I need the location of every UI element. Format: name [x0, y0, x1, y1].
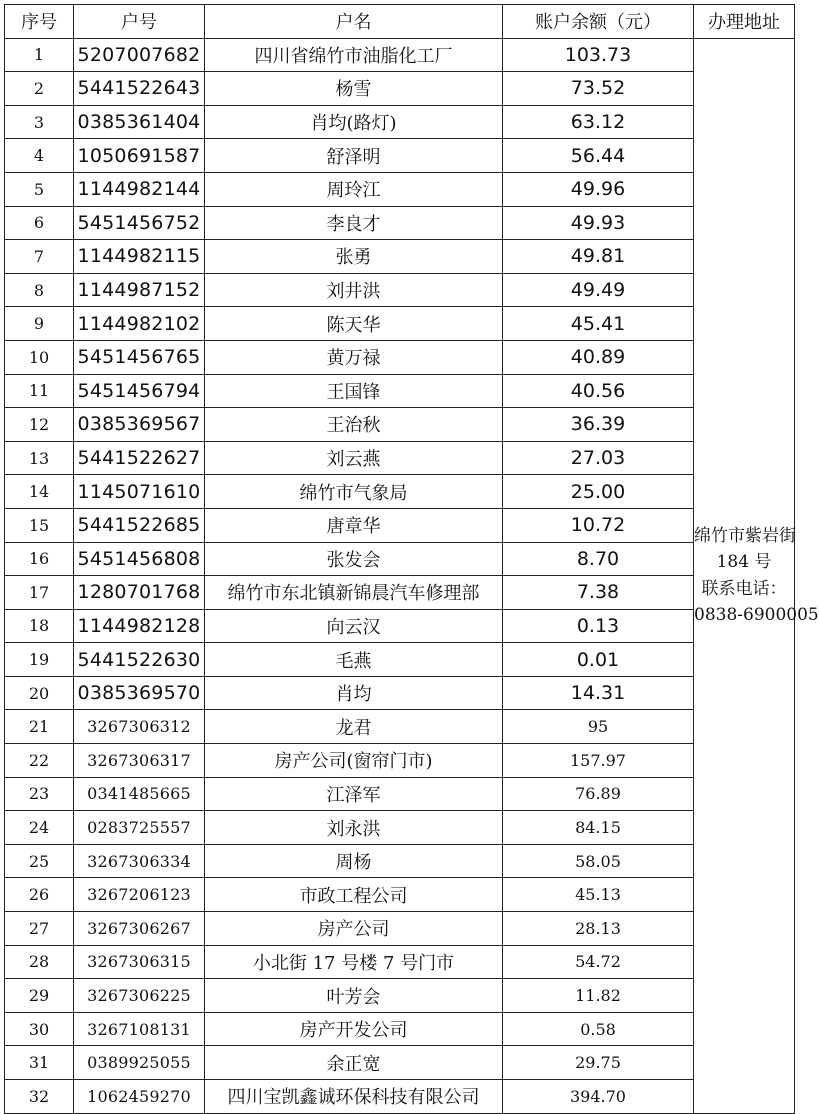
- row-account-name: 王国锋: [205, 374, 503, 408]
- table-row: [5, 441, 795, 475]
- table-row: [5, 542, 795, 576]
- row-balance: 11.82: [503, 979, 694, 1013]
- row-index: 25: [5, 844, 74, 878]
- row-balance: 58.05: [503, 844, 694, 878]
- table-row: [5, 945, 795, 979]
- table-row: [5, 374, 795, 408]
- row-account-name: 龙君: [205, 710, 503, 744]
- row-balance: 40.56: [503, 374, 694, 408]
- row-account-number: 1062459270: [74, 1080, 205, 1114]
- row-account-name: 向云汉: [205, 609, 503, 643]
- row-balance: 28.13: [503, 912, 694, 946]
- row-account-name: 张勇: [205, 240, 503, 274]
- row-index: 32: [5, 1080, 74, 1114]
- table-row: [5, 475, 795, 509]
- row-balance: 56.44: [503, 139, 694, 173]
- row-account-name: 叶芳会: [205, 979, 503, 1013]
- row-index: 1: [5, 38, 74, 72]
- row-index: 8: [5, 273, 74, 307]
- row-account-name: 周杨: [205, 844, 503, 878]
- table-row: [5, 38, 795, 72]
- row-index: 20: [5, 676, 74, 710]
- row-account-name: 舒泽明: [205, 139, 503, 173]
- row-account-name: 周玲江: [205, 172, 503, 206]
- row-balance: 0.01: [503, 643, 694, 677]
- row-index: 24: [5, 811, 74, 845]
- row-account-number: 5441522627: [74, 441, 205, 475]
- row-account-name: 四川省绵竹市油脂化工厂: [205, 38, 503, 72]
- header-account-number: 户号: [74, 5, 205, 39]
- row-balance: 394.70: [503, 1080, 694, 1114]
- row-balance: 49.81: [503, 240, 694, 274]
- row-index: 16: [5, 542, 74, 576]
- row-index: 13: [5, 441, 74, 475]
- account-balance-table: [4, 4, 819, 1114]
- row-account-number: 3267306334: [74, 844, 205, 878]
- row-index: 2: [5, 72, 74, 106]
- row-account-number: 0341485665: [74, 777, 205, 811]
- row-index: 12: [5, 408, 74, 442]
- address-line3: 联系电话：: [701, 578, 787, 599]
- row-account-number: 3267306317: [74, 744, 205, 778]
- row-account-number: 3267306315: [74, 945, 205, 979]
- row-balance: 7.38: [503, 576, 694, 610]
- row-account-number: 0389925055: [74, 1046, 205, 1080]
- row-account-name: 刘井洪: [205, 273, 503, 307]
- row-index: 3: [5, 105, 74, 139]
- row-balance: 14.31: [503, 676, 694, 710]
- table-row: [5, 307, 795, 341]
- header-address: 办理地址: [694, 5, 795, 39]
- row-index: 6: [5, 206, 74, 240]
- table-row: [5, 744, 795, 778]
- row-balance: 45.13: [503, 878, 694, 912]
- table-row: [5, 139, 795, 173]
- row-account-name: 绵竹市东北镇新锦晨汽车修理部: [205, 576, 503, 610]
- row-account-number: 5451456752: [74, 206, 205, 240]
- row-account-name: 杨雪: [205, 72, 503, 106]
- row-account-number: 0385369570: [74, 676, 205, 710]
- row-account-number: 1280701768: [74, 576, 205, 610]
- row-index: 31: [5, 1046, 74, 1080]
- table-row: [5, 576, 795, 610]
- row-balance: 157.97: [503, 744, 694, 778]
- row-account-name: 陈天华: [205, 307, 503, 341]
- header-account-name: 户名: [205, 5, 503, 39]
- row-index: 10: [5, 340, 74, 374]
- table-row: [5, 811, 795, 845]
- row-account-number: 5441522685: [74, 508, 205, 542]
- row-balance: 54.72: [503, 945, 694, 979]
- row-balance: 95: [503, 710, 694, 744]
- table-row: [5, 979, 795, 1013]
- table-row: [5, 710, 795, 744]
- row-account-name: 江泽军: [205, 777, 503, 811]
- row-balance: 45.41: [503, 307, 694, 341]
- row-account-name: 肖均(路灯): [205, 105, 503, 139]
- row-account-number: 1144987152: [74, 273, 205, 307]
- row-balance: 0.58: [503, 1012, 694, 1046]
- address-line1: 绵竹市紫岩街: [694, 525, 796, 546]
- row-balance: 73.52: [503, 72, 694, 106]
- row-account-number: 1050691587: [74, 139, 205, 173]
- row-account-number: 0385369567: [74, 408, 205, 442]
- row-index: 22: [5, 744, 74, 778]
- table-row: [5, 172, 795, 206]
- row-account-name: 肖均: [205, 676, 503, 710]
- row-account-name: 房产公司: [205, 912, 503, 946]
- row-index: 30: [5, 1012, 74, 1046]
- row-account-number: 0283725557: [74, 811, 205, 845]
- row-balance: 25.00: [503, 475, 694, 509]
- row-index: 9: [5, 307, 74, 341]
- table-row: [5, 72, 795, 106]
- row-account-name: 市政工程公司: [205, 878, 503, 912]
- table-body: [5, 38, 819, 1113]
- row-account-number: 1144982128: [74, 609, 205, 643]
- row-account-number: 3267306225: [74, 979, 205, 1013]
- table-row: [5, 912, 795, 946]
- row-account-name: 张发会: [205, 542, 503, 576]
- table-row: [5, 777, 795, 811]
- row-account-name: 绵竹市气象局: [205, 475, 503, 509]
- row-balance: 27.03: [503, 441, 694, 475]
- table-row: [5, 1012, 795, 1046]
- table-row: [5, 105, 795, 139]
- row-index: 17: [5, 576, 74, 610]
- row-balance: 49.96: [503, 172, 694, 206]
- row-index: 19: [5, 643, 74, 677]
- address-line4: 0838-6900005: [694, 604, 819, 625]
- table-row: [5, 844, 795, 878]
- row-account-name: 小北街 17 号楼 7 号门市: [205, 945, 503, 979]
- row-account-number: 3267108131: [74, 1012, 205, 1046]
- table-row: [5, 609, 795, 643]
- header-index: 序号: [5, 5, 74, 39]
- table-row: [5, 273, 795, 307]
- table-row: [5, 1080, 795, 1114]
- row-index: 28: [5, 945, 74, 979]
- row-account-number: 1144982115: [74, 240, 205, 274]
- row-account-name: 唐章华: [205, 508, 503, 542]
- row-balance: 29.75: [503, 1046, 694, 1080]
- row-balance: 36.39: [503, 408, 694, 442]
- row-index: 7: [5, 240, 74, 274]
- table-row: [5, 676, 795, 710]
- row-index: 4: [5, 139, 74, 173]
- row-balance: 40.89: [503, 340, 694, 374]
- row-index: 27: [5, 912, 74, 946]
- row-index: 15: [5, 508, 74, 542]
- row-index: 14: [5, 475, 74, 509]
- row-account-number: 5451456808: [74, 542, 205, 576]
- row-account-name: 王治秋: [205, 408, 503, 442]
- table-header-row: [5, 5, 795, 39]
- row-account-number: 5441522630: [74, 643, 205, 677]
- row-index: 11: [5, 374, 74, 408]
- table-row: [5, 340, 795, 374]
- row-account-name: 刘云燕: [205, 441, 503, 475]
- table-row: [5, 240, 795, 274]
- row-account-number: 1145071610: [74, 475, 205, 509]
- row-balance: 8.70: [503, 542, 694, 576]
- row-account-name: 房产公司(窗帘门市): [205, 744, 503, 778]
- table-row: [5, 878, 795, 912]
- header-balance: 账户余额（元）: [503, 5, 694, 39]
- row-balance: 103.73: [503, 38, 694, 72]
- table-row: [5, 1046, 795, 1080]
- office-address-cell: [694, 38, 819, 1113]
- row-account-number: 0385361404: [74, 105, 205, 139]
- row-account-number: 5451456794: [74, 374, 205, 408]
- row-account-name: 毛燕: [205, 643, 503, 677]
- row-index: 29: [5, 979, 74, 1013]
- row-balance: 49.49: [503, 273, 694, 307]
- row-account-number: 3267306267: [74, 912, 205, 946]
- row-balance: 0.13: [503, 609, 694, 643]
- table-row: [5, 643, 795, 677]
- row-index: 21: [5, 710, 74, 744]
- row-balance: 76.89: [503, 777, 694, 811]
- row-balance: 84.15: [503, 811, 694, 845]
- row-account-name: 余正宽: [205, 1046, 503, 1080]
- address-line2: 184 号: [716, 552, 772, 573]
- row-account-number: 1144982102: [74, 307, 205, 341]
- row-account-number: 3267306312: [74, 710, 205, 744]
- table-row: [5, 508, 795, 542]
- row-account-number: 1144982144: [74, 172, 205, 206]
- row-balance: 49.93: [503, 206, 694, 240]
- row-balance: 63.12: [503, 105, 694, 139]
- table-row: [5, 206, 795, 240]
- row-account-number: 5451456765: [74, 340, 205, 374]
- row-account-name: 黄万禄: [205, 340, 503, 374]
- row-balance: 10.72: [503, 508, 694, 542]
- row-account-number: 5441522643: [74, 72, 205, 106]
- row-account-number: 3267206123: [74, 878, 205, 912]
- row-account-name: 李良才: [205, 206, 503, 240]
- row-account-name: 房产开发公司: [205, 1012, 503, 1046]
- row-index: 18: [5, 609, 74, 643]
- row-index: 23: [5, 777, 74, 811]
- row-account-number: 5207007682: [74, 38, 205, 72]
- table-row: [5, 408, 795, 442]
- row-account-name: 四川宝凯鑫诚环保科技有限公司: [205, 1080, 503, 1114]
- row-index: 26: [5, 878, 74, 912]
- row-index: 5: [5, 172, 74, 206]
- row-account-name: 刘永洪: [205, 811, 503, 845]
